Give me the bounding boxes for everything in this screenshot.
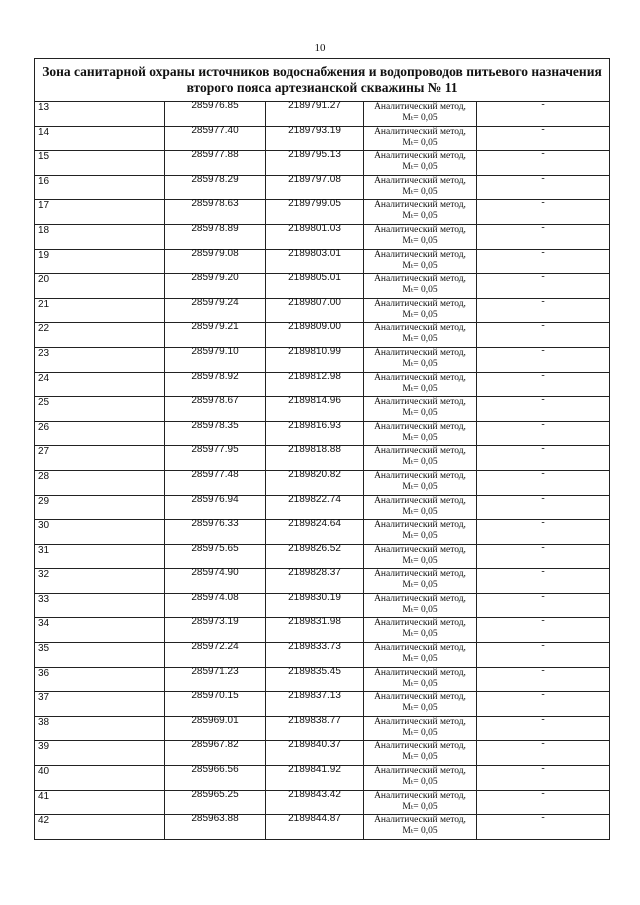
method-line-1: Аналитический метод, [374, 667, 466, 678]
coordinate-x: 285978.92 [165, 372, 266, 397]
table-row [35, 520, 610, 545]
coordinate-x: 285979.20 [165, 274, 266, 299]
coordinate-x: 285972.24 [165, 643, 266, 668]
point-number: 26 [35, 421, 165, 446]
method-cell [364, 200, 477, 225]
coordinate-x: 285978.29 [165, 175, 266, 200]
table-row [35, 224, 610, 249]
method-line-2: Mₜ= 0,05 [402, 457, 438, 468]
method-line-2: Mₜ= 0,05 [402, 604, 438, 615]
method-line-2: Mₜ= 0,05 [402, 383, 438, 394]
coordinate-y: 2189822.74 [266, 495, 364, 520]
table-row [35, 298, 610, 323]
table-row [35, 495, 610, 520]
method-cell [364, 766, 477, 791]
point-number: 13 [35, 102, 165, 127]
coordinate-y: 2189840.37 [266, 741, 364, 766]
table-row [35, 593, 610, 618]
coordinate-x: 285973.19 [165, 618, 266, 643]
method-line-2: Mₜ= 0,05 [402, 334, 438, 345]
table-row [35, 446, 610, 471]
empty-value-cell: - [477, 520, 610, 545]
coordinate-y: 2189837.13 [266, 692, 364, 717]
method-cell [364, 643, 477, 668]
method-cell [364, 126, 477, 151]
method-cell [364, 421, 477, 446]
coordinate-y: 2189816.93 [266, 421, 364, 446]
table-row [35, 741, 610, 766]
table-row [35, 544, 610, 569]
coordinate-x: 285966.56 [165, 766, 266, 791]
empty-value-cell: - [477, 495, 610, 520]
coordinate-y: 2189799.05 [266, 200, 364, 225]
method-line-2: Mₜ= 0,05 [402, 162, 438, 173]
empty-value-cell: - [477, 593, 610, 618]
method-line-1: Аналитический метод, [374, 249, 466, 260]
method-line-2: Mₜ= 0,05 [402, 678, 438, 689]
empty-value-cell: - [477, 618, 610, 643]
method-line-2: Mₜ= 0,05 [402, 113, 438, 123]
coordinate-x: 285969.01 [165, 716, 266, 741]
method-line-2: Mₜ= 0,05 [402, 826, 438, 837]
point-number: 42 [35, 815, 165, 840]
empty-value-cell: - [477, 126, 610, 151]
empty-value-cell: - [477, 446, 610, 471]
empty-value-cell: - [477, 397, 610, 422]
method-line-1: Аналитический метод, [374, 421, 466, 432]
method-cell [364, 347, 477, 372]
coordinate-x: 285974.90 [165, 569, 266, 594]
coordinates-table [34, 58, 610, 840]
method-cell [364, 446, 477, 471]
coordinate-x: 285976.85 [165, 102, 266, 127]
method-line-1: Аналитический метод, [374, 200, 466, 211]
table-row [35, 397, 610, 422]
empty-value-cell: - [477, 544, 610, 569]
method-line-2: Mₜ= 0,05 [402, 211, 438, 222]
table-body [35, 59, 610, 840]
empty-value-cell: - [477, 347, 610, 372]
method-cell [364, 716, 477, 741]
table-row [35, 151, 610, 176]
empty-value-cell: - [477, 372, 610, 397]
coordinate-x: 285976.33 [165, 520, 266, 545]
method-line-2: Mₜ= 0,05 [402, 629, 438, 640]
coordinate-y: 2189843.42 [266, 790, 364, 815]
coordinate-y: 2189810.99 [266, 347, 364, 372]
coordinate-y: 2189820.82 [266, 470, 364, 495]
method-line-2: Mₜ= 0,05 [402, 654, 438, 665]
coordinate-y: 2189844.87 [266, 815, 364, 840]
point-number: 22 [35, 323, 165, 348]
coordinate-x: 285979.08 [165, 249, 266, 274]
coordinate-x: 285965.25 [165, 790, 266, 815]
point-number: 29 [35, 495, 165, 520]
method-line-1: Аналитический метод, [374, 372, 466, 383]
method-line-1: Аналитический метод, [374, 618, 466, 629]
empty-value-cell: - [477, 470, 610, 495]
method-cell [364, 274, 477, 299]
point-number: 34 [35, 618, 165, 643]
method-cell [364, 741, 477, 766]
method-cell [364, 397, 477, 422]
coordinate-x: 285970.15 [165, 692, 266, 717]
method-line-2: Mₜ= 0,05 [402, 260, 438, 271]
coordinate-y: 2189841.92 [266, 766, 364, 791]
empty-value-cell: - [477, 175, 610, 200]
coordinate-y: 2189793.19 [266, 126, 364, 151]
method-cell [364, 323, 477, 348]
coordinate-y: 2189830.19 [266, 593, 364, 618]
method-cell [364, 175, 477, 200]
method-line-2: Mₜ= 0,05 [402, 506, 438, 517]
point-number: 20 [35, 274, 165, 299]
point-number: 37 [35, 692, 165, 717]
empty-value-cell: - [477, 667, 610, 692]
coordinate-y: 2189838.77 [266, 716, 364, 741]
method-line-2: Mₜ= 0,05 [402, 235, 438, 246]
point-number: 39 [35, 741, 165, 766]
coordinate-x: 285979.21 [165, 323, 266, 348]
coordinate-y: 2189833.73 [266, 643, 364, 668]
coordinate-x: 285963.88 [165, 815, 266, 840]
method-line-1: Аналитический метод, [374, 151, 466, 162]
coordinate-y: 2189818.88 [266, 446, 364, 471]
method-line-1: Аналитический метод, [374, 126, 466, 137]
point-number: 14 [35, 126, 165, 151]
coordinate-y: 2189828.37 [266, 569, 364, 594]
method-cell [364, 692, 477, 717]
method-line-1: Аналитический метод, [374, 790, 466, 801]
empty-value-cell: - [477, 815, 610, 840]
method-cell [364, 815, 477, 840]
method-line-1: Аналитический метод, [374, 470, 466, 481]
method-cell [364, 224, 477, 249]
point-number: 24 [35, 372, 165, 397]
point-number: 27 [35, 446, 165, 471]
coordinate-x: 285979.24 [165, 298, 266, 323]
point-number: 33 [35, 593, 165, 618]
method-line-2: Mₜ= 0,05 [402, 285, 438, 296]
empty-value-cell: - [477, 249, 610, 274]
method-cell [364, 593, 477, 618]
coordinate-y: 2189812.98 [266, 372, 364, 397]
table-title-row [35, 59, 610, 102]
method-cell [364, 102, 477, 127]
method-line-2: Mₜ= 0,05 [402, 531, 438, 542]
method-line-1: Аналитический метод, [374, 298, 466, 309]
table-title-line-1: Зона санитарной охраны источников водоснабжения и водопроводов питьевого назначения [42, 64, 602, 79]
coordinate-x: 285976.94 [165, 495, 266, 520]
table-row [35, 790, 610, 815]
coordinate-x: 285974.08 [165, 593, 266, 618]
point-number: 30 [35, 520, 165, 545]
empty-value-cell: - [477, 569, 610, 594]
point-number: 23 [35, 347, 165, 372]
table-row [35, 274, 610, 299]
point-number: 25 [35, 397, 165, 422]
point-number: 15 [35, 151, 165, 176]
method-line-2: Mₜ= 0,05 [402, 703, 438, 714]
method-cell [364, 569, 477, 594]
coordinate-x: 285979.10 [165, 347, 266, 372]
table-row [35, 643, 610, 668]
method-line-1: Аналитический метод, [374, 716, 466, 727]
table-title-line-2: второго пояса артезианской скважины № 11 [186, 80, 458, 95]
coordinate-y: 2189791.27 [266, 102, 364, 127]
table-row [35, 766, 610, 791]
method-line-2: Mₜ= 0,05 [402, 752, 438, 763]
coordinate-x: 285971.23 [165, 667, 266, 692]
point-number: 18 [35, 224, 165, 249]
coordinate-y: 2189835.45 [266, 667, 364, 692]
method-line-2: Mₜ= 0,05 [402, 580, 438, 591]
method-cell [364, 544, 477, 569]
table-row [35, 618, 610, 643]
empty-value-cell: - [477, 643, 610, 668]
empty-value-cell: - [477, 298, 610, 323]
empty-value-cell: - [477, 102, 610, 127]
coordinate-x: 285978.89 [165, 224, 266, 249]
coordinate-y: 2189807.00 [266, 298, 364, 323]
method-line-1: Аналитический метод, [374, 569, 466, 580]
table-row [35, 815, 610, 840]
method-line-1: Аналитический метод, [374, 520, 466, 531]
coordinate-y: 2189805.01 [266, 274, 364, 299]
method-cell [364, 298, 477, 323]
method-cell [364, 151, 477, 176]
method-line-1: Аналитический метод, [374, 815, 466, 826]
coordinate-x: 285967.82 [165, 741, 266, 766]
method-line-1: Аналитический метод, [374, 274, 466, 285]
empty-value-cell: - [477, 741, 610, 766]
coordinate-y: 2189803.01 [266, 249, 364, 274]
point-number: 38 [35, 716, 165, 741]
empty-value-cell: - [477, 200, 610, 225]
coordinate-y: 2189826.52 [266, 544, 364, 569]
table-row [35, 102, 610, 127]
table-row [35, 175, 610, 200]
empty-value-cell: - [477, 421, 610, 446]
table-row [35, 470, 610, 495]
method-cell [364, 495, 477, 520]
coordinate-x: 285977.88 [165, 151, 266, 176]
empty-value-cell: - [477, 224, 610, 249]
method-line-2: Mₜ= 0,05 [402, 408, 438, 419]
method-line-2: Mₜ= 0,05 [402, 481, 438, 492]
method-cell [364, 520, 477, 545]
method-line-1: Аналитический метод, [374, 495, 466, 506]
empty-value-cell: - [477, 274, 610, 299]
point-number: 28 [35, 470, 165, 495]
point-number: 32 [35, 569, 165, 594]
method-line-2: Mₜ= 0,05 [402, 555, 438, 566]
method-line-2: Mₜ= 0,05 [402, 777, 438, 788]
coordinate-x: 285978.63 [165, 200, 266, 225]
table-row [35, 200, 610, 225]
table-row [35, 323, 610, 348]
table-row [35, 347, 610, 372]
method-line-1: Аналитический метод, [374, 766, 466, 777]
method-cell [364, 618, 477, 643]
table-row [35, 421, 610, 446]
method-line-1: Аналитический метод, [374, 224, 466, 235]
coordinate-x: 285977.40 [165, 126, 266, 151]
coordinate-x: 285978.67 [165, 397, 266, 422]
coordinate-x: 285975.65 [165, 544, 266, 569]
table-row [35, 569, 610, 594]
point-number: 17 [35, 200, 165, 225]
method-line-1: Аналитический метод, [374, 544, 466, 555]
method-line-1: Аналитический метод, [374, 741, 466, 752]
method-line-2: Mₜ= 0,05 [402, 309, 438, 320]
method-line-1: Аналитический метод, [374, 397, 466, 408]
empty-value-cell: - [477, 716, 610, 741]
method-cell [364, 470, 477, 495]
point-number: 35 [35, 643, 165, 668]
method-line-1: Аналитический метод, [374, 692, 466, 703]
table-row [35, 249, 610, 274]
method-line-2: Mₜ= 0,05 [402, 432, 438, 443]
method-cell [364, 667, 477, 692]
table-row [35, 126, 610, 151]
coordinate-y: 2189801.03 [266, 224, 364, 249]
coordinate-x: 285977.95 [165, 446, 266, 471]
point-number: 36 [35, 667, 165, 692]
method-line-1: Аналитический метод, [374, 643, 466, 654]
coordinate-y: 2189795.13 [266, 151, 364, 176]
method-line-2: Mₜ= 0,05 [402, 137, 438, 148]
table-row [35, 716, 610, 741]
point-number: 31 [35, 544, 165, 569]
method-cell [364, 372, 477, 397]
method-line-2: Mₜ= 0,05 [402, 358, 438, 369]
coordinate-y: 2189824.64 [266, 520, 364, 545]
method-cell [364, 249, 477, 274]
page-number: 10 [314, 42, 326, 54]
point-number: 41 [35, 790, 165, 815]
empty-value-cell: - [477, 790, 610, 815]
empty-value-cell: - [477, 692, 610, 717]
empty-value-cell: - [477, 323, 610, 348]
method-line-1: Аналитический метод, [374, 347, 466, 358]
point-number: 16 [35, 175, 165, 200]
table-row [35, 692, 610, 717]
method-line-2: Mₜ= 0,05 [402, 186, 438, 197]
method-line-2: Mₜ= 0,05 [402, 801, 438, 812]
method-line-1: Аналитический метод, [374, 323, 466, 334]
method-line-1: Аналитический метод, [374, 175, 466, 186]
point-number: 19 [35, 249, 165, 274]
coordinate-x: 285978.35 [165, 421, 266, 446]
method-line-1: Аналитический метод, [374, 446, 466, 457]
method-line-1: Аналитический метод, [374, 102, 466, 112]
coordinate-x: 285977.48 [165, 470, 266, 495]
method-cell [364, 790, 477, 815]
coordinate-y: 2189797.08 [266, 175, 364, 200]
coordinate-y: 2189831.98 [266, 618, 364, 643]
method-line-2: Mₜ= 0,05 [402, 727, 438, 738]
coordinate-y: 2189809.00 [266, 323, 364, 348]
method-line-1: Аналитический метод, [374, 593, 466, 604]
empty-value-cell: - [477, 766, 610, 791]
point-number: 21 [35, 298, 165, 323]
coordinate-y: 2189814.96 [266, 397, 364, 422]
empty-value-cell: - [477, 151, 610, 176]
table-row [35, 667, 610, 692]
table-title [35, 59, 610, 102]
table-row [35, 372, 610, 397]
point-number: 40 [35, 766, 165, 791]
